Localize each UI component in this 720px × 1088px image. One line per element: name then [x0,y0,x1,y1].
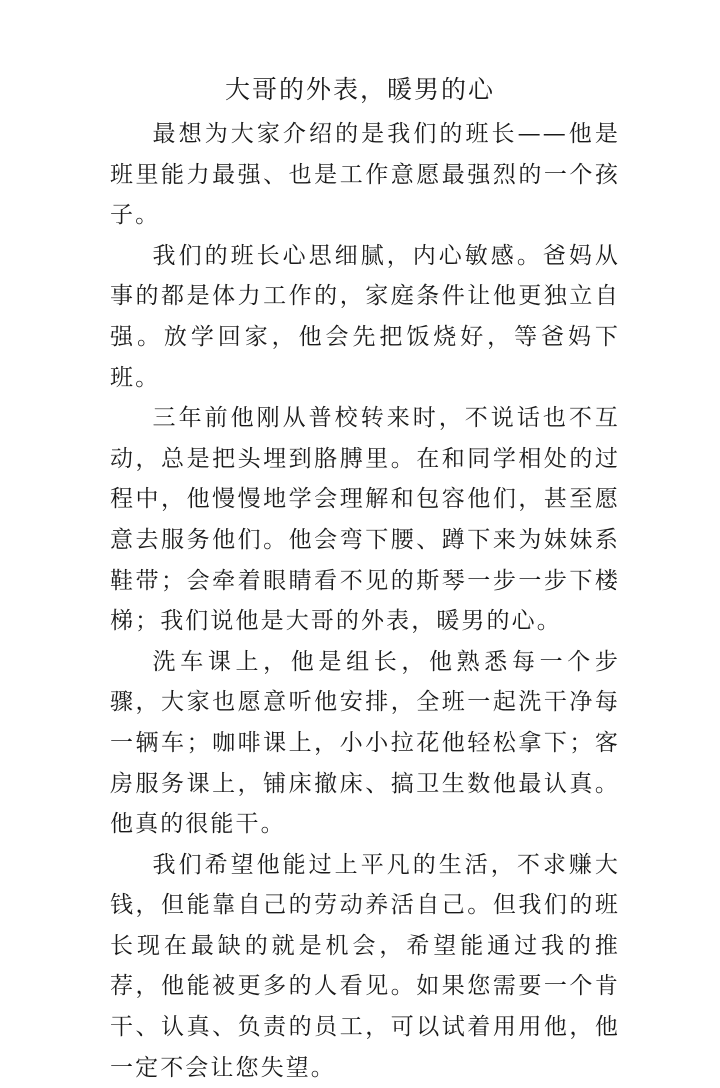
document-body [110,114,620,1088]
paragraph-5: 我们希望他能过上平凡的生活，不求赚大钱，但能靠自己的劳动养活自己。但我们的班长现在最缺的就是机会，希望能通过我的推荐，他能被更多的人看见。如果您需要一个肯干、认真、负责的员工，可以试着用用他，他一定不会让您失望。 [110,851,620,1081]
document-title: 大哥的外表，暖男的心 [224,75,495,104]
paragraph-2: 我们的班长心思细腻，内心敏感。爸妈从事的都是体力工作的，家庭条件让他更独立自强。放学回家，他会先把饭烧好，等爸妈下班。 [110,242,620,391]
paragraph-3: 三年前他刚从普校转来时，不说话也不互动，总是把头埋到胳膊里。在和同学相处的过程中，他慢慢地学会理解和包容他们，甚至愿意去服务他们。他会弯下腰、蹲下来为妹妹系鞋带；会牵着眼睛看不见的斯琴一步一步下楼梯；我们说他是大哥的外表，暖男的心。 [110,405,620,635]
paragraph-1: 最想为大家介绍的是我们的班长——他是班里能力最强、也是工作意愿最强烈的一个孩子。 [110,121,620,229]
paragraph-4: 洗车课上，他是组长，他熟悉每一个步骤，大家也愿意听他安排，全班一起洗干净每一辆车；咖啡课上，小小拉花他轻松拿下；客房服务课上，铺床撤床、搞卫生数他最认真。他真的很能干。 [110,648,620,838]
